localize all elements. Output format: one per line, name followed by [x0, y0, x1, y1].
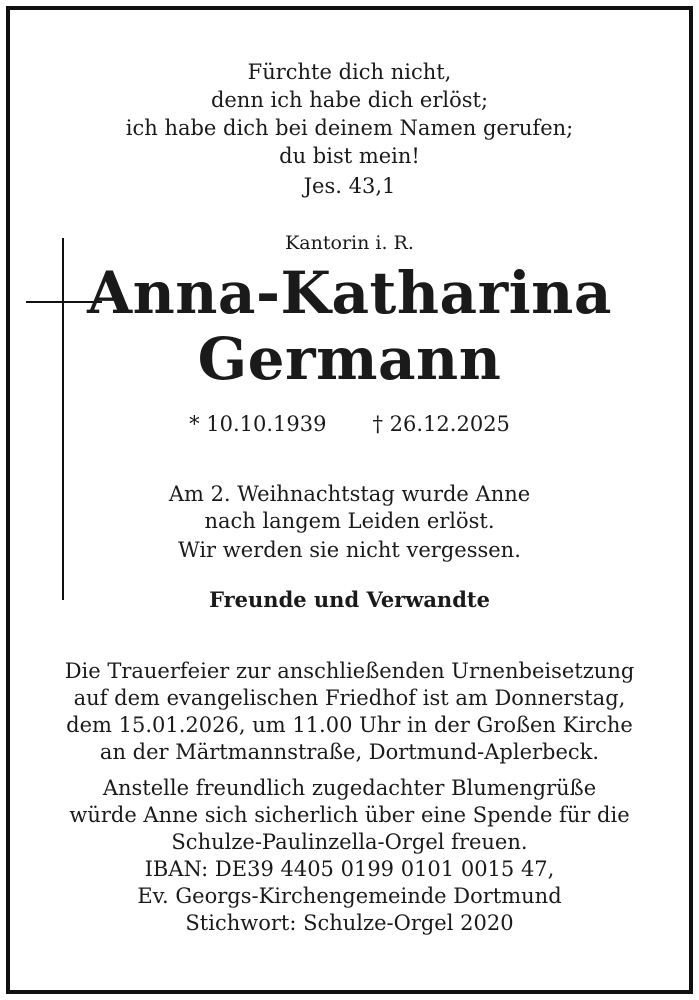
death-date: † 26.12.2025	[372, 412, 510, 436]
verse-line: denn ich habe dich erlöst;	[210, 88, 489, 112]
funeral-line: an der Märtmannstraße, Dortmund-Aplerbeck.	[99, 740, 600, 764]
verse-line: Fürchte dich nicht,	[247, 60, 452, 84]
verse-line: ich habe dich bei deinem Namen gerufen;	[125, 116, 574, 140]
message-line: Am 2. Weihnachtstag wurde Anne	[168, 482, 531, 506]
deceased-name	[0, 260, 699, 392]
donation-keyword: Stichwort: Schulze-Orgel 2020	[185, 911, 514, 935]
deceased-first-name: Anna-Katharina	[87, 259, 612, 327]
donation-iban: IBAN: DE39 4405 0199 0101 0015 47,	[144, 857, 555, 881]
funeral-line: Die Trauerfeier zur anschließenden Urnenbeisetzung	[64, 659, 635, 683]
donation-line: Schulze-Paulinzella-Orgel freuen.	[171, 830, 528, 854]
donation-line: würde Anne sich sicherlich über eine Spende für die	[69, 803, 630, 827]
funeral-line: auf dem evangelischen Friedhof ist am Donnerstag,	[73, 686, 626, 710]
deceased-last-name: Germann	[197, 325, 502, 393]
remembrance-line: Wir werden sie nicht vergessen.	[178, 538, 521, 562]
deceased-title: Kantorin i. R.	[285, 232, 414, 254]
donation-info	[0, 775, 699, 937]
verse-reference: Jes. 43,1	[303, 174, 396, 198]
death-message	[0, 481, 699, 535]
donation-line: Anstelle freundlich zugedachter Blumengrüße	[102, 776, 597, 800]
bible-verse	[0, 58, 699, 170]
birth-date: * 10.10.1939	[189, 412, 327, 436]
verse-line: du bist mein!	[279, 144, 420, 168]
funeral-info	[0, 658, 699, 766]
life-dates	[0, 412, 699, 436]
signers: Freunde und Verwandte	[209, 587, 490, 612]
funeral-line: dem 15.01.2026, um 11.00 Uhr in der Großen Kirche	[66, 713, 633, 737]
message-line: nach langem Leiden erlöst.	[204, 509, 495, 533]
donation-recipient: Ev. Georgs-Kirchengemeinde Dortmund	[137, 884, 562, 908]
